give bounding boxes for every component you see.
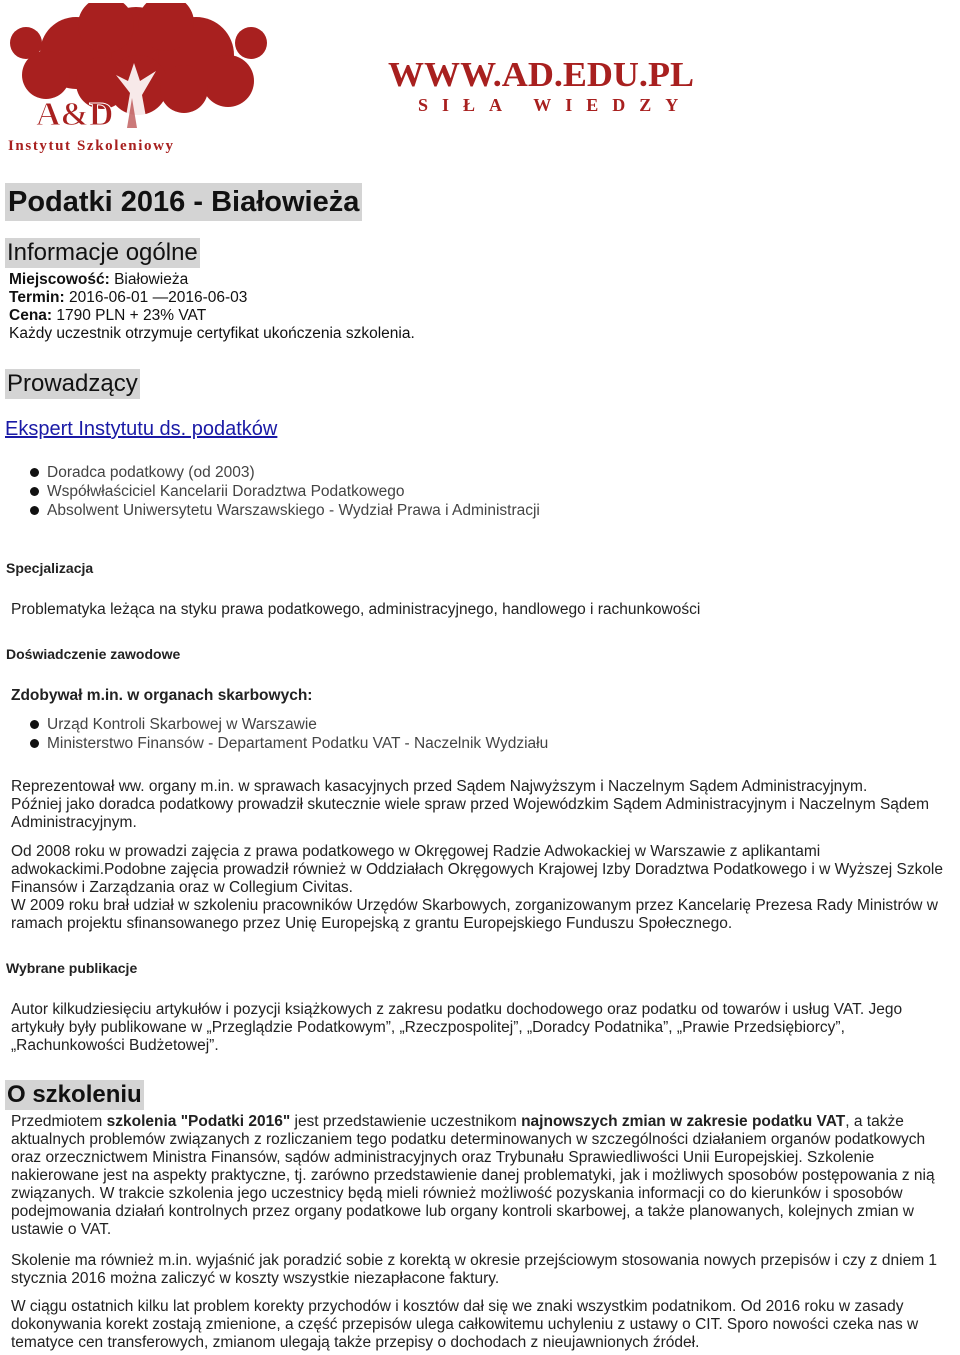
section-heading-about: O szkoleniu [7,1081,142,1108]
trainer-name-link[interactable]: Ekspert Instytutu ds. podatków [5,418,278,440]
about-paragraph-3: W ciągu ostatnich kilku lat problem korekty przychodów i kosztów dał się we znaki wszystkim podatnikom. Od 2016 roku w zasady dokonywania korekt zostają zmienione, a część przepisów ulega całkowitemu uchyleniu z ustawy o CIT. Sporo nowości czeka nas w tematyce cen transferowych, zmianom ulegają także przepisy o dochodach z nieujawnionych źródeł. [11,1298,919,1351]
trainer-bullets [30,463,960,520]
experience-bullets [30,715,960,753]
section-heading-trainer: Prowadzący [7,370,138,397]
site-url: WWW.AD.EDU.PL [388,56,694,94]
about-text: Przedmiotem [11,1113,107,1130]
about-text: , a także aktualnych problemów związanych z rozliczaniem tego podatku determinowanych w szczególności działaniem organów podatkowych oraz orzecznictwem Ministra Finansów, sądów administracyjnych oraz Trybunału Sprawiedliwości Unii Europejskiej. Szkolenie nakierowane jest na aspekty praktyczne, tj. zarówno przedstawienie danej problematyki, jak i możliwych sposobów postępowania z nią związanych. W trakcie szkolenia jego uczestnicy będą mieli również możliwość pozyskania informacji co do kierunków i sposobów podejmowania działań kontrolnych przez organy podatkowe lub organy kontroli skarbowej, a także planowanych, kolejnych zmian w ustawie o VAT. [11,1113,935,1238]
experience-paragraph-1a: Reprezentował ww. organy m.in. w sprawach kasacyjnych przed Sądem Najwyższym i Naczelnym Sądem Administracyjnym. [11,778,868,795]
general-info [0,271,960,343]
location-label: Miejscowość: [9,271,110,288]
experience-paragraph-1b: Później jako doradca podatkowy prowadził skutecznie wiele spraw przed Wojewódzkim Sądem Administracyjnym i Naczelnym Sądem Administracyjnym. [11,796,930,831]
experience-intro: Zdobywał m.in. w organach skarbowych: [11,687,313,704]
specialization-heading: Specjalizacja [6,560,94,576]
logo-subtitle: Instytut Szkoleniowy [8,138,175,153]
about-paragraph-1 [11,1113,959,1239]
location-value: Białowieża [114,271,189,288]
list-item: Urząd Kontroli Skarbowej w Warszawie [30,715,960,734]
price-value: 1790 PLN + 23% VAT [56,307,207,324]
about-text: jest przedstawienie uczestnikom [290,1113,522,1130]
logo-letters: A&D [36,96,114,133]
page-header [0,0,960,160]
term-line [9,289,960,307]
site-tagline: SIŁA WIEDZY [418,95,693,115]
publications-text: Autor kilkudziesięciu artykułów i pozycji książkowych z zakresu podatku dochodowego oraz podatku od towarów i usług VAT. Jego artykuły były publikowane w „Przeglądzie Podatkowym”, „Rzeczpospolitej”, „Doradcy Podatnika”, „Prawie Przedsiębiorcy”, „Rachunkowości Budżetowej”. [11,1001,903,1054]
list-item: Absolwent Uniwersytetu Warszawskiego - Wydział Prawa i Administracji [30,501,960,520]
site-brand [388,56,698,116]
term-value: 2016-06-01 —2016-06-03 [69,289,248,306]
price-label: Cena: [9,307,53,324]
experience-heading: Doświadczenie zawodowe [6,646,181,662]
list-item: Współwłaściciel Kancelarii Doradztwa Podatkowego [30,482,960,501]
about-text-bold: szkolenia "Podatki 2016" [106,1113,291,1130]
specialization-text: Problematyka leżąca na styku prawa podatkowego, administracyjnego, handlowego i rachunkowości [11,601,701,618]
about-text-bold: najnowszych zmian w zakresie podatku VAT [521,1113,846,1130]
list-item: Doradca podatkowy (od 2003) [30,463,960,482]
experience-paragraph-3: W 2009 roku brał udział w szkoleniu pracowników Urzędów Skarbowych, zorganizowanym przez Kancelarię Prezesa Rady Ministrów w ramach projektu sfinansowanego przez Unię Europejską z grantu Europejskiego Funduszu Społecznego. [11,897,938,932]
list-item: Ministerstwo Finansów - Departament Podatku VAT - Naczelnik Wydziału [30,734,960,753]
publications-heading: Wybrane publikacje [6,960,138,976]
term-label: Termin: [9,289,65,306]
experience-paragraph-2: Od 2008 roku w prowadzi zajęcia z prawa podatkowego w Okręgowej Radzie Adwokackiej w Warszawie z aplikantami adwokackimi.Podobne zajęcia prowadził również w Oddziałach Okręgowych Krajowej Izby Doradztwa Podatkowego i w Wyższej Szkole Finansów i Zarządzania oraz w Collegium Civitas. [11,843,943,896]
location-line [9,271,960,289]
about-paragraph-2: Skolenie ma również m.in. wyjaśnić jak poradzić sobie z korektą w okresie przejściowym stosowania nowych przepisów i czy z dniem 1 stycznia 2016 można zaliczyć w koszty wszystkie niezapłacone faktury. [11,1252,938,1287]
certificate-line: Każdy uczestnik otrzymuje certyfikat ukończenia szkolenia. [9,325,415,342]
price-line [9,307,960,325]
tree-logo-icon [6,3,268,153]
page-title: Podatki 2016 - Białowieża [5,183,362,221]
section-heading-general: Informacje ogólne [7,239,198,266]
